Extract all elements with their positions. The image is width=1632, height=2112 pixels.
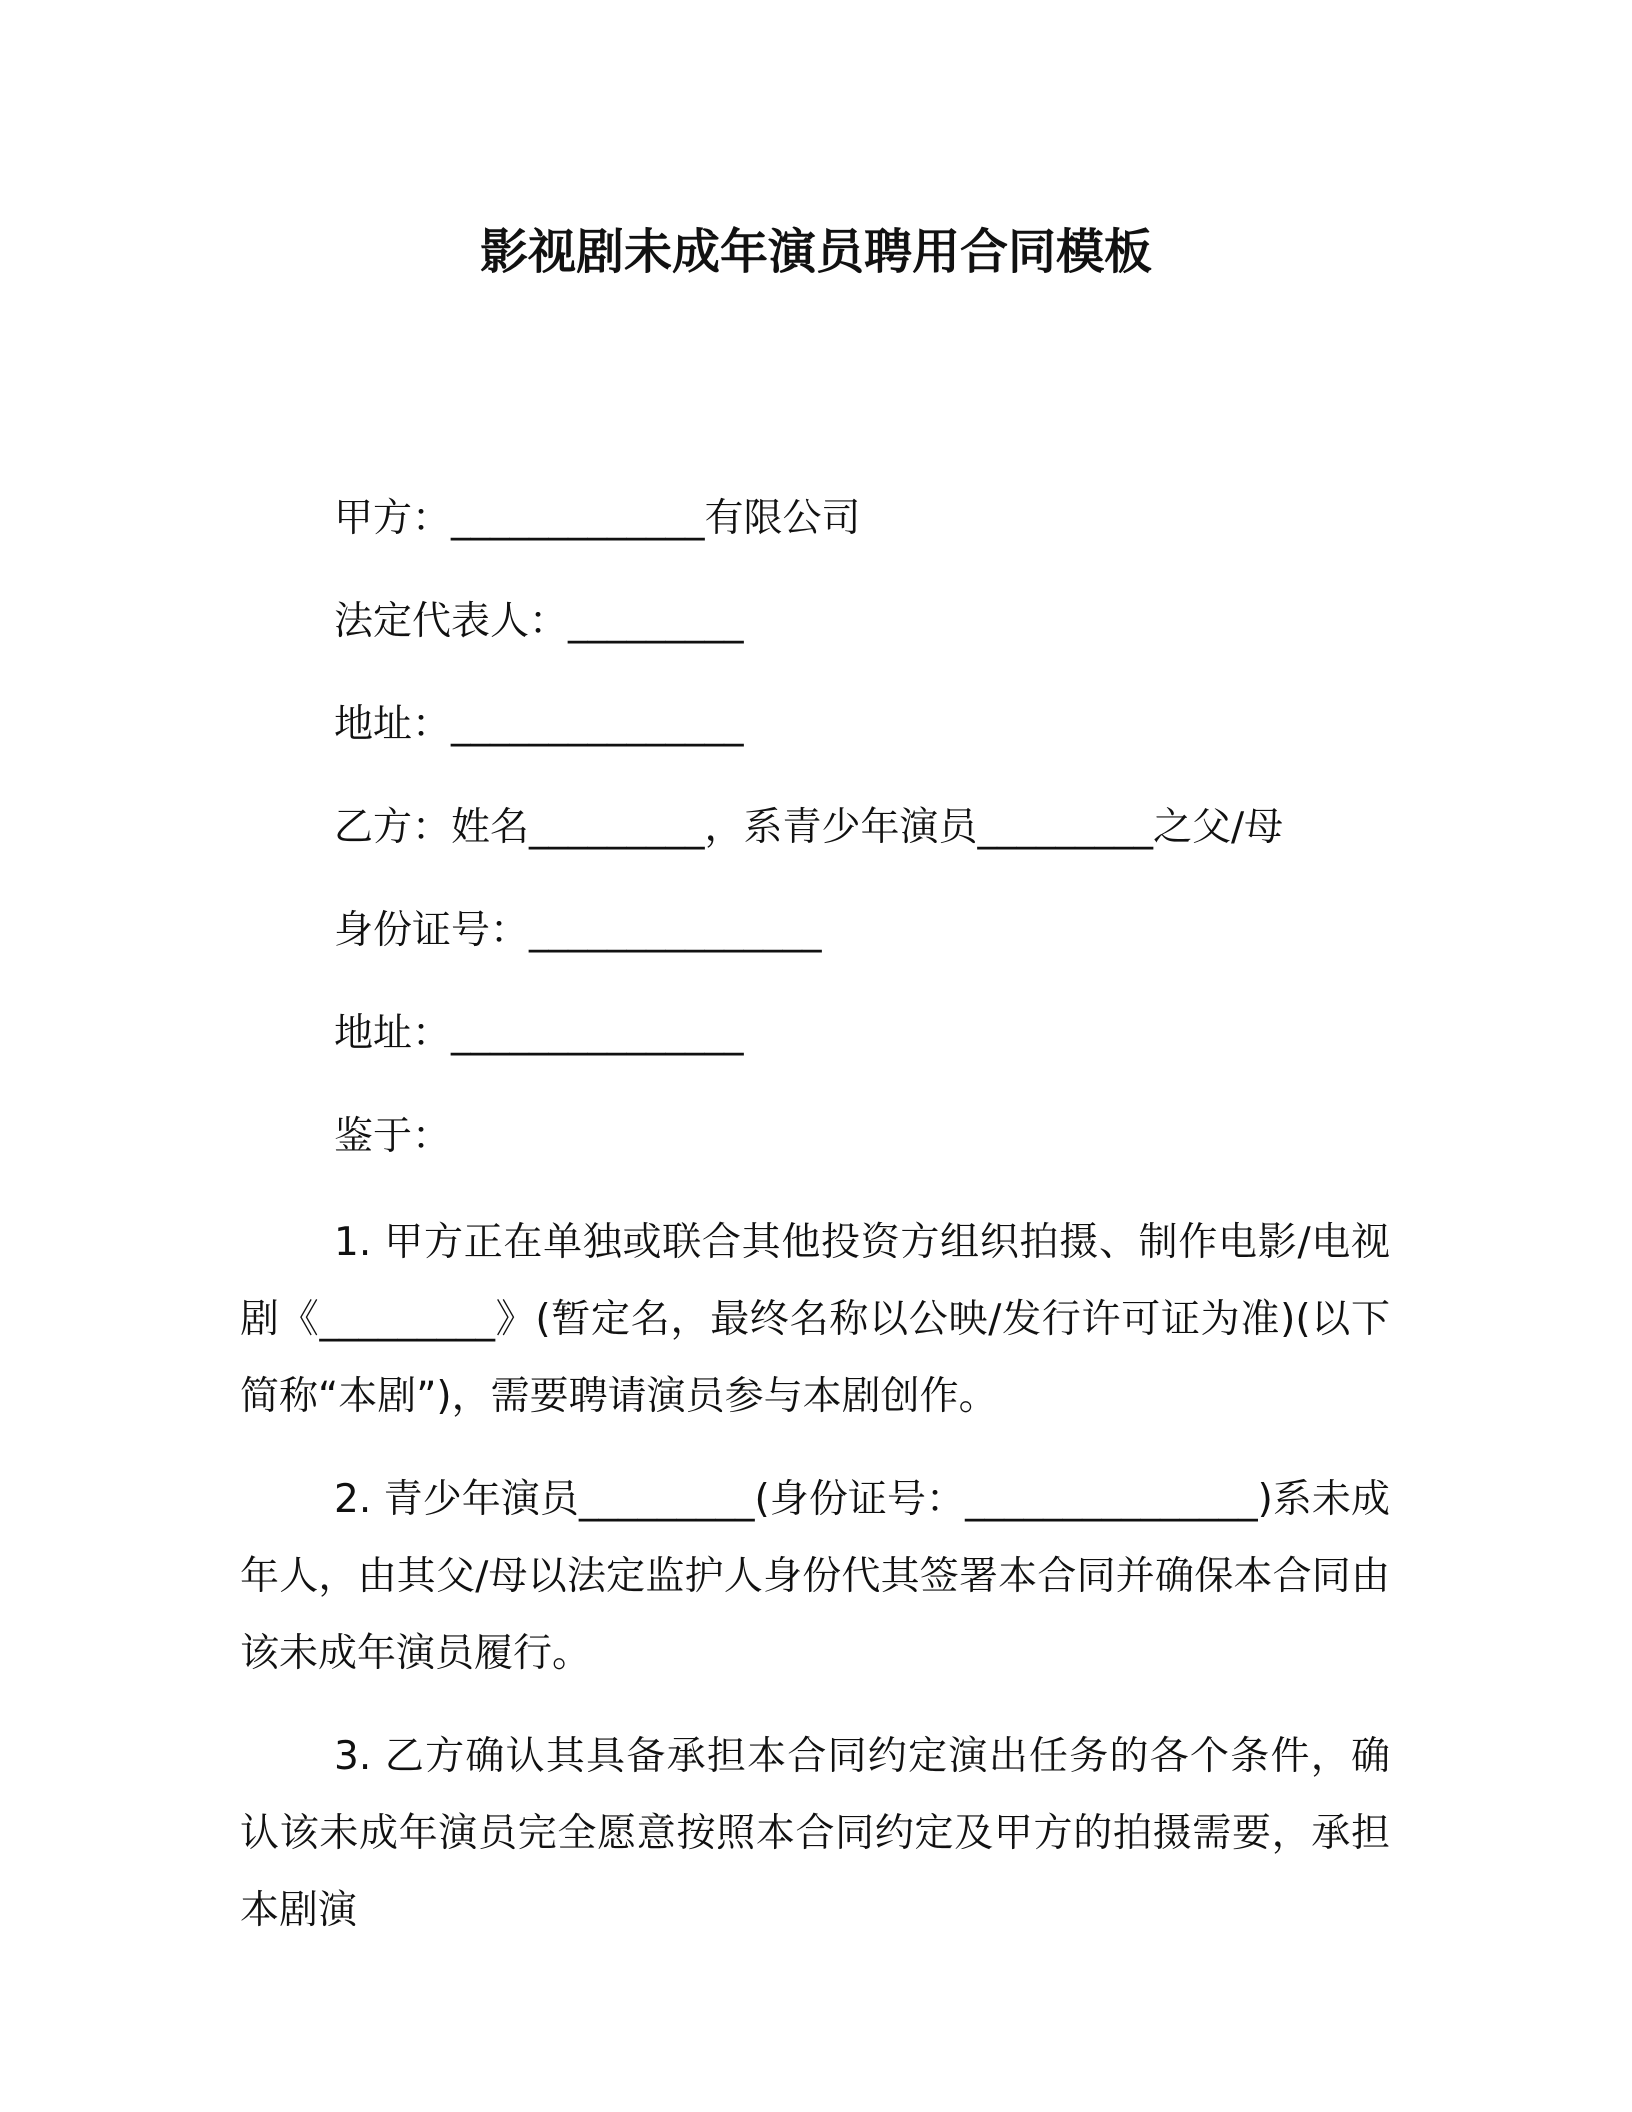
clause-3: 3. 乙方确认其具备承担本合同约定演出任务的各个条件，确认该未成年演员完全愿意按照本合同约定及甲方的拍摄需要，承担本剧演 [240,1734,1390,1933]
document-title: 影视剧未成年演员聘用合同模板 [479,224,1152,280]
party-a-field: 甲方：_____________有限公司 [334,496,861,541]
party-b-field: 乙方：姓名_________，系青少年演员_________之父/母 [334,805,1284,850]
party-a-address-field: 地址：_______________ [334,702,744,747]
legal-representative-field: 法定代表人：_________ [334,599,744,644]
clause-2: 2. 青少年演员_________(身份证号：_______________)系未成年人，由其父/母以法定监护人身份代其签署本合同并确保本合同由该未成年演员履行。 [240,1477,1390,1676]
party-b-address-field: 地址：_______________ [334,1011,744,1056]
clause-1: 1. 甲方正在单独或联合其他投资方组织拍摄、制作电影/电视剧《_________》(暂定名，最终名称以公映/发行许可证为准)(以下简称“本剧”)，需要聘请演员参与本剧创作。 [240,1220,1390,1419]
whereas-heading: 鉴于： [334,1114,452,1159]
id-number-field: 身份证号：_______________ [334,908,822,953]
